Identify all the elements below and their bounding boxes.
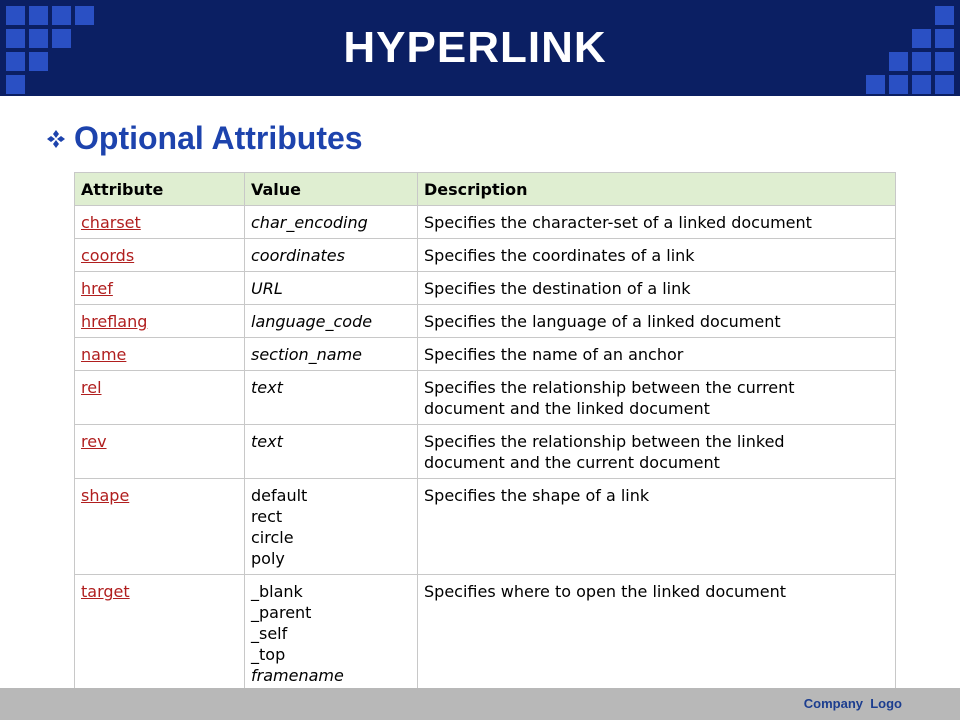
value-line: coordinates [251, 246, 345, 265]
description-line: Specifies where to open the linked document [424, 582, 787, 601]
value-line: rect [251, 507, 283, 526]
attribute-cell [75, 425, 245, 479]
attribute-link[interactable]: hreflang [81, 312, 148, 331]
table-row [75, 371, 896, 425]
description-line: Specifies the shape of a link [424, 486, 650, 505]
attribute-link[interactable]: coords [81, 246, 135, 265]
attribute-cell [75, 305, 245, 338]
attributes-table [74, 172, 896, 692]
slide-title: HYPERLINK [343, 23, 607, 72]
table-row [75, 206, 896, 239]
description-cell [418, 206, 896, 239]
attribute-cell [75, 206, 245, 239]
column-header-attribute: Attribute [75, 173, 245, 206]
description-line: Specifies the name of an anchor [424, 345, 684, 364]
slide-title-container [0, 0, 960, 96]
section-heading-text: Optional Attributes [74, 120, 363, 156]
value-line: poly [251, 549, 285, 568]
table-row [75, 338, 896, 371]
value-line: section_name [251, 345, 362, 364]
attribute-cell [75, 479, 245, 575]
table-row [75, 272, 896, 305]
value-line: text [251, 378, 283, 397]
attribute-link[interactable]: name [81, 345, 127, 364]
diamond-bullet-icon [46, 129, 74, 149]
attribute-cell [75, 371, 245, 425]
description-line: Specifies the character-set of a linked document [424, 213, 812, 232]
attribute-link[interactable]: rel [81, 378, 102, 397]
value-cell [245, 272, 418, 305]
footer-logo: Logo [870, 696, 902, 711]
description-cell [418, 425, 896, 479]
table-row [75, 425, 896, 479]
description-line: document and the current document [424, 453, 720, 472]
value-cell [245, 239, 418, 272]
value-line: _blank [251, 582, 303, 601]
value-line: default [251, 486, 308, 505]
description-line: Specifies the relationship between the linked [424, 432, 785, 451]
attribute-link[interactable]: target [81, 582, 130, 601]
table-row [75, 239, 896, 272]
table-row [75, 575, 896, 692]
value-cell [245, 479, 418, 575]
description-cell [418, 239, 896, 272]
description-cell [418, 371, 896, 425]
description-cell [418, 479, 896, 575]
value-line: _parent [251, 603, 312, 622]
description-line: Specifies the coordinates of a link [424, 246, 695, 265]
attribute-cell [75, 272, 245, 305]
value-line: _self [251, 624, 288, 643]
description-cell [418, 272, 896, 305]
value-cell [245, 305, 418, 338]
table-row [75, 479, 896, 575]
attribute-cell [75, 338, 245, 371]
description-cell [418, 305, 896, 338]
footer-company-logo-text [804, 696, 902, 711]
attribute-cell [75, 575, 245, 692]
value-line: language_code [251, 312, 373, 331]
attribute-link[interactable]: shape [81, 486, 130, 505]
description-line: document and the linked document [424, 399, 710, 418]
attribute-link[interactable]: href [81, 279, 113, 298]
table-header-row [75, 173, 896, 206]
attribute-cell [75, 239, 245, 272]
attribute-link[interactable]: rev [81, 432, 107, 451]
description-line: Specifies the relationship between the current [424, 378, 795, 397]
table-row [75, 305, 896, 338]
value-line: URL [251, 279, 283, 298]
value-cell [245, 425, 418, 479]
slide-footer [0, 688, 960, 720]
description-line: Specifies the destination of a link [424, 279, 691, 298]
value-line: _top [251, 645, 286, 664]
value-line: text [251, 432, 283, 451]
value-line: char_encoding [251, 213, 368, 232]
column-header-description: Description [418, 173, 896, 206]
description-cell [418, 338, 896, 371]
section-heading [46, 120, 363, 157]
value-cell [245, 338, 418, 371]
value-line: circle [251, 528, 294, 547]
value-cell [245, 206, 418, 239]
footer-company: Company [803, 696, 863, 711]
description-cell [418, 575, 896, 692]
attribute-link[interactable]: charset [81, 213, 141, 232]
value-cell [245, 371, 418, 425]
value-cell [245, 575, 418, 692]
value-line: framename [251, 666, 344, 685]
description-line: Specifies the language of a linked document [424, 312, 781, 331]
column-header-value: Value [245, 173, 418, 206]
